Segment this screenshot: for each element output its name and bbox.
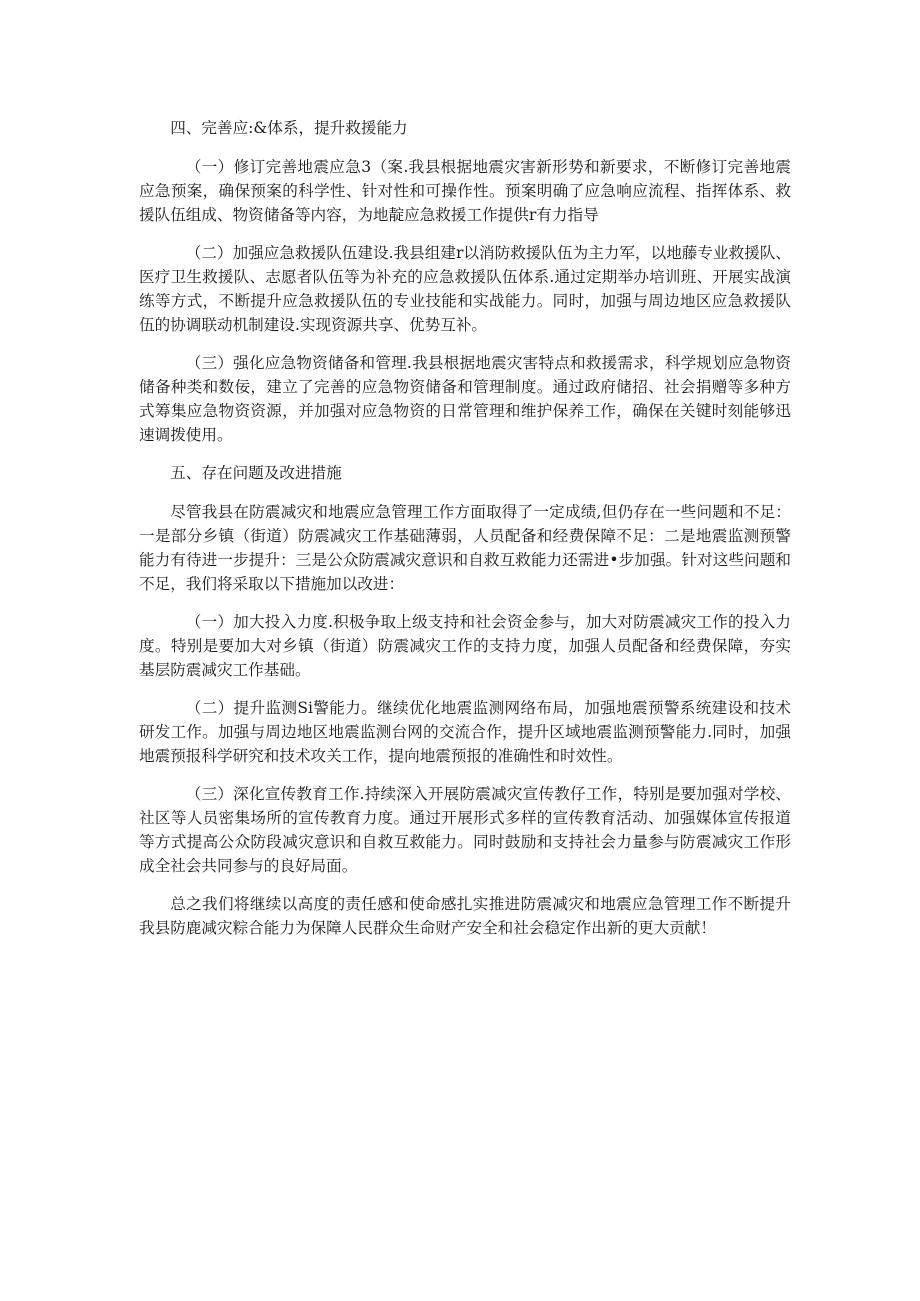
- paragraph-5-2: （二）提升监测Si警能力。继续优化地震监测网络布局，加强地震预警系统建设和技术研发工作。加强与周边地区地震监测台网的交流合作，提升区域地震监测预警能力.同时，加强地震预报科学研究和技术攻关工作，提向地震预报的准确性和时效性。: [139, 699, 791, 765]
- paragraph-5-3: （三）深化宣传教育工作.持续深入开展防震减灾宣传教仔工作，特别是要加强对学校、社区等人员密集场所的宣传教育力度。通过开展形式多样的宣传教育活动、加强媒体宣传报道等方式提高公众防段减灾意识和自救互救能力。同时鼓励和支持社会力量参与防震减灾工作形成全社会共同参与的良好局面。: [139, 785, 791, 875]
- paragraph-conclusion: 总之我们将继续以高度的责任感和使命感扎实推进防震减灾和地震应急管理工作不断提升我县防鹿减灾粽合能力为保障人民群众生命财产安全和社会稳定作出新的更大贡献！: [139, 895, 791, 937]
- paragraph-5-intro: 尽管我县在防震减灾和地震应急管理工作方面取得了一定成绩,但仍存在一些问题和不足：一是部分乡镇（街道）防震减灾工作基础薄弱，人员配备和经费保障不足：二是地震监测预警能力有待进一步提升：三是公众防震减灾意识和自救互救能力还需进•步加强。针对这些问题和不足，我们将采取以下措施加以改进：: [139, 503, 791, 593]
- section-heading-4: 四、完善应:&体系，提升救援能力: [170, 119, 408, 137]
- paragraph-4-1: （一）修订完善地震应急3（案.我县根据地震灾害新形势和新要求，不断修订完善地震应急预案，确保预案的科学性、针对性和可操作性。预案明确了应急响应流程、指挥体系、救援队伍组成、物资储备等内容，为地靛应急救援工作提供r有力指导: [139, 158, 791, 224]
- paragraph-4-3: （三）强化应急物资储备和管理.我县根据地震灾害特点和救援需求，科学规划应急物资储备种类和数佞，建立了完善的应急物资储备和管理制度。通过政府储招、社会捐赠等多种方式筹集应急物资资源，并加强对应急物资的日常管理和维护保养工作，确保在关键时刻能够迅速调拨使用。: [139, 354, 791, 444]
- section-heading-5: 五、存在问题及改进措施: [170, 464, 342, 482]
- paragraph-4-2: （二）加强应急救援队伍建设.我县组建r以消防救援队伍为主力军，以地藤专业救援队、医疗卫生救援队、志愿者队伍等为补充的应急救援队伍体系.通过定期举办培训班、开展实战演练等方式，不断提升应急救援队伍的专业技能和实战能力。同时，加强与周边地区应急救援队伍的协调联动机制建设.实现资源共享、优势互补。: [139, 244, 791, 334]
- paragraph-5-1: （一）加大投入力度.积极争取上级支持和社会资金参与，加大对防震减灾工作的投入力度。特别是要加大对乡镇（街道）防震减灾工作的支持力度，加强人员配备和经费保障，夯实基层防震减灾工作基础。: [139, 613, 791, 679]
- document-body: [139, 116, 791, 954]
